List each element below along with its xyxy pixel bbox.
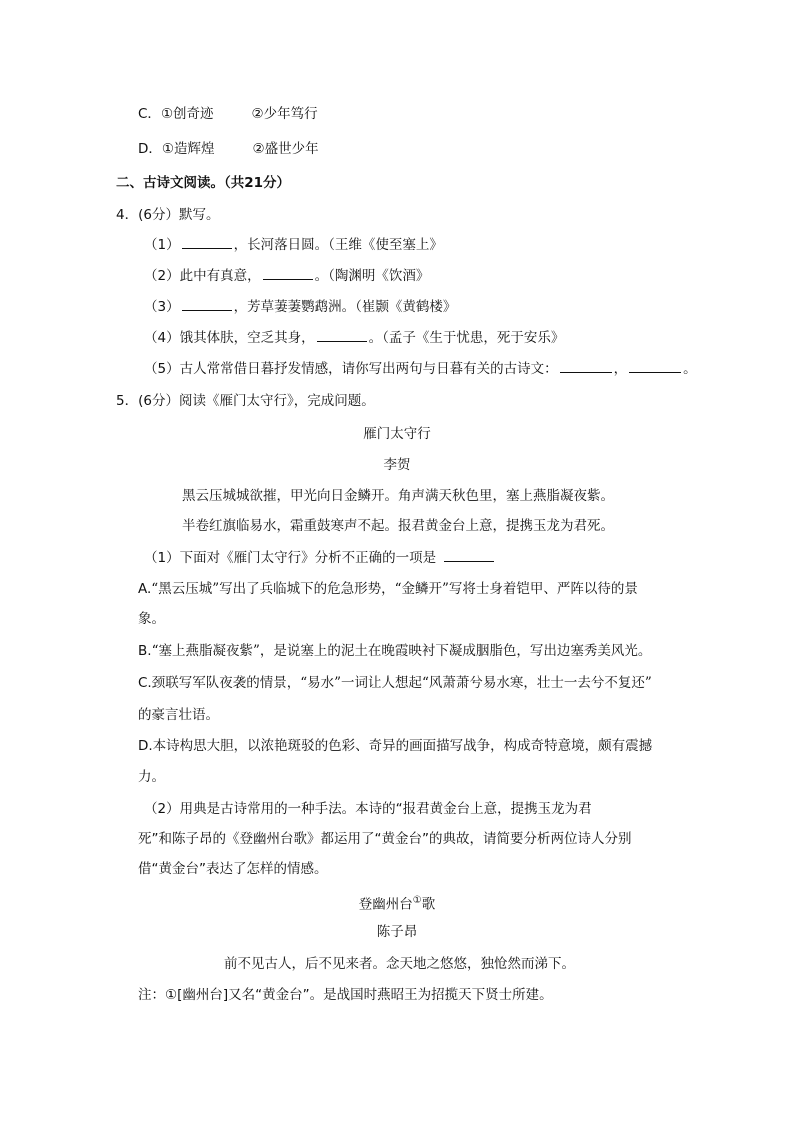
question-4-stem: 4．(6分）默写。 [116,207,220,223]
option-c-analysis [138,673,652,693]
option-a [138,579,638,599]
option-text: 一词让人想起 [341,675,423,691]
option-letter: B. [138,643,152,659]
item-number: （1） [144,237,180,253]
quote: “黑云压城” [151,581,220,597]
option-item-1: ①创奇迹 [160,106,214,122]
item-text: ，芳草萋萋鹦鹉洲。（崔颢《黄鹤楼》 [233,299,457,315]
option-text: ，是说塞上的泥土在晚霞映衬下凝成胭脂色，写出边塞秀美风光。 [259,643,652,659]
q4-item-4 [144,328,564,348]
option-text: 写出了兵临城下的危急形势， [219,581,395,597]
option-letter: D． [138,141,162,157]
item-number: （5） [144,361,180,377]
poem2-title-text: 登幽州台 [358,896,413,913]
item-text: 。（孟子《生于忧患，死于安乐》 [368,330,565,346]
poem-author: 李贺 [383,457,411,473]
question-5-stem: 5．(6分）阅读《雁门太守行》，完成问题。 [116,393,375,409]
answer-blank[interactable] [182,236,232,249]
quote: “风萧萧兮易水寒，壮士一去兮不复还” [422,675,652,691]
poem2-author: 陈子昂 [376,924,418,940]
answer-blank[interactable] [182,298,232,311]
q5-sub-question-2-line-3: 借“黄金台”表达了怎样的情感。 [138,861,328,877]
option-letter: C． [138,106,161,122]
item-text: ，长河落日圆。（王维《使至塞上》 [233,237,443,253]
quote: “塞上燕脂凝夜紫” [151,643,260,659]
option-c-continued: 的豪言壮语。 [138,707,219,723]
item-number: （4） [144,330,180,346]
item-number: （2） [144,268,180,284]
option-letter: A. [138,581,152,597]
option-d-analysis: D.本诗构思大胆，以浓艳斑驳的色彩、奇异的画面描写战争，构成奇特意境，颇有震撼 [138,738,653,754]
option-c [138,104,318,124]
option-item-2: ②少年笃行 [251,106,318,122]
option-b [138,641,651,661]
q4-item-1 [144,235,443,255]
answer-blank[interactable] [560,360,612,373]
item-text: 。（陶渊明《饮酒》 [314,268,430,284]
poem2-title [0,891,794,915]
option-text: C.颈联写军队夜袭的情景， [138,675,301,691]
q5-sub-question-2-line-1: （2）用典是古诗常用的一种手法。本诗的“报君黄金台上意，提携玉龙为君 [144,801,592,817]
q5-sub-question-2-line-2: 死”和陈子昂的《登幽州台歌》都运用了“黄金台”的典故，请简要分析两位诗人分别 [138,831,632,847]
poem-line-1: 黑云压城城欲摧，甲光向日金鳞开。角声满天秋色里，塞上燕脂凝夜紫。 [182,488,614,504]
poem2-title-text: 歌 [421,896,436,913]
poem2-line: 前不见古人，后不见来者。念天地之悠悠，独怆然而涕下。 [224,956,575,972]
quote: “易水” [300,675,342,691]
item-text: 古人常常借日暮抒发情感，请你写出两句与日暮有关的古诗文： [179,361,558,377]
answer-blank[interactable] [317,329,367,342]
answer-blank[interactable] [629,360,681,373]
footnote: 注：①[幽州台]又名“黄金台”。是战国时燕昭王为招揽天下贤士所建。 [138,987,553,1003]
quote: “金鳞开” [394,581,449,597]
option-d [138,139,319,159]
q4-item-2 [144,266,429,286]
answer-blank[interactable] [263,267,313,280]
option-a-continued: 象。 [138,611,165,627]
q5-sub-question-1 [144,548,496,568]
item-number: （3） [144,299,180,315]
answer-blank[interactable] [444,549,494,562]
item-text: ， [613,361,628,377]
option-text: 写将士身着铠甲、严阵以待的景 [448,581,638,597]
item-text: 此中有真意， [179,268,261,284]
option-item-2: ②盛世少年 [252,141,319,157]
section-title: 二、古诗文阅读。（共21分） [116,175,291,191]
poem-line-2: 半卷红旗临易水，霜重鼓寒声不起。报君黄金台上意，提携玉龙为君死。 [182,518,614,534]
q4-item-5 [144,359,697,379]
poem-title: 雁门太守行 [363,426,431,442]
item-text: 。 [683,361,697,377]
q4-item-3 [144,297,456,317]
option-item-1: ①造辉煌 [161,141,215,157]
footnote-marker: ① [412,895,422,906]
item-text: 饿其体肤，空乏其身， [179,330,315,346]
sub-question-text: （1）下面对《雁门太守行》分析不正确的一项是 [144,550,437,566]
option-d-continued: 力。 [138,769,165,785]
